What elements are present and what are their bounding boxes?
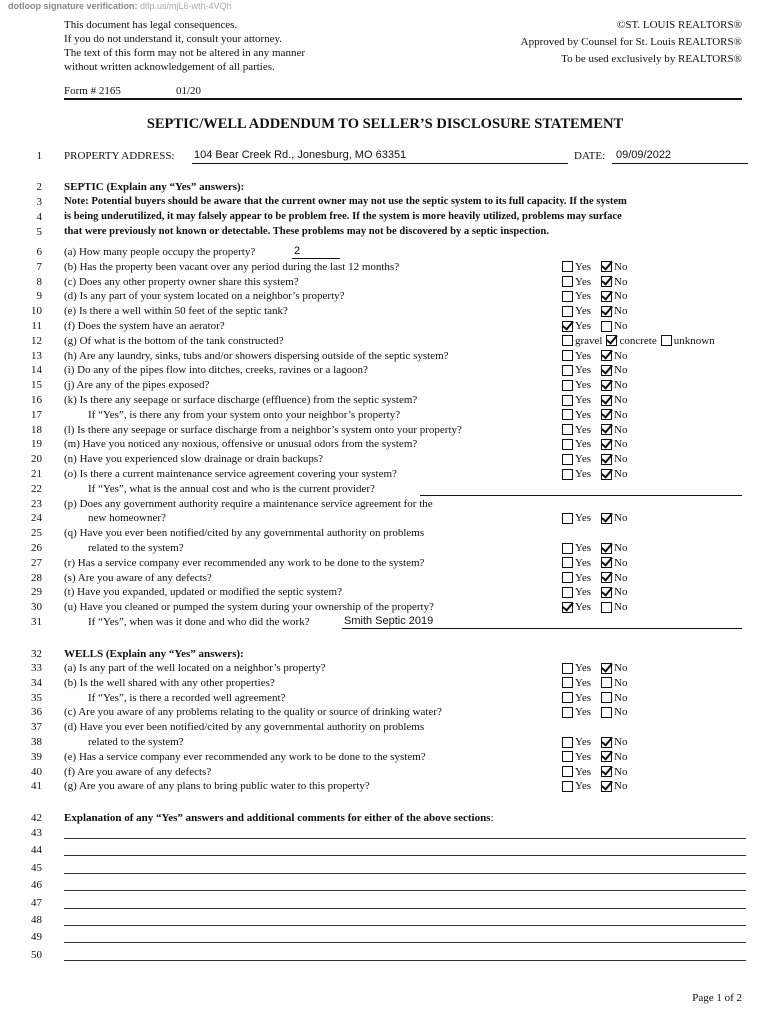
yes-checkbox[interactable]: [562, 409, 573, 420]
line-number: 36: [31, 706, 42, 719]
question-text: (c) Does any other property owner share this system?: [64, 275, 299, 288]
gravel-label: gravel: [575, 334, 603, 347]
no-label: No: [614, 780, 628, 793]
no-checkbox[interactable]: [601, 291, 612, 302]
line-number: 23: [31, 497, 42, 510]
line-number: 29: [31, 586, 42, 599]
line-number: 38: [31, 736, 42, 748]
explanation-input-line[interactable]: [64, 890, 746, 891]
yes-checkbox[interactable]: [562, 291, 573, 302]
yes-label: Yes: [575, 676, 592, 689]
yes-no-choice: [562, 467, 627, 481]
yes-label: Yes: [575, 453, 592, 466]
question-text: (b) Has the property been vacant over any period during the last 12 months?: [64, 260, 400, 273]
question-text: (m) Have you noticed any noxious, offensive or unusual odors from the system?: [64, 438, 418, 451]
yes-checkbox[interactable]: [562, 276, 573, 287]
no-checkbox[interactable]: [601, 365, 612, 376]
line-number: 45: [31, 861, 42, 874]
no-label: No: [614, 676, 628, 689]
question-text: (e) Is there a well within 50 feet of the septic tank?: [64, 305, 288, 318]
yes-no-choice: [562, 393, 627, 407]
yes-no-choice: [562, 750, 627, 764]
legal-notice-line: without written acknowledgement of all parties.: [64, 61, 275, 73]
no-label: No: [614, 379, 628, 392]
yes-checkbox[interactable]: [562, 306, 573, 317]
no-label: No: [614, 706, 628, 719]
verification-link[interactable]: dtlp.us/mjL6-wth-4VQh: [140, 1, 232, 11]
yes-label: Yes: [575, 571, 592, 584]
yes-label: Yes: [575, 556, 592, 569]
question-text: If “Yes”, what is the annual cost and who is the current provider?: [88, 482, 375, 495]
no-checkbox[interactable]: [601, 276, 612, 287]
no-label: No: [614, 408, 628, 421]
question-text: (i) Do any of the pipes flow into ditches, creeks, ravines or a lagoon?: [64, 364, 368, 377]
no-checkbox[interactable]: [601, 424, 612, 435]
yes-checkbox[interactable]: [562, 781, 573, 792]
question-text: (p) Does any government authority require a maintenance service agreement for the: [64, 497, 433, 510]
yes-label: Yes: [575, 349, 592, 362]
line-number: 48: [31, 914, 42, 926]
no-label: No: [614, 423, 628, 436]
line-number: 46: [31, 879, 42, 892]
answer-field[interactable]: [420, 481, 742, 496]
line-number: 30: [31, 601, 42, 614]
yes-no-choice: [562, 511, 627, 525]
occupants-value: 2: [294, 245, 301, 257]
no-label: No: [614, 290, 628, 303]
question-text: (r) Has a service company ever recommended any work to be done to the system?: [64, 556, 425, 569]
line-number: 40: [31, 765, 42, 778]
line-number: 32: [31, 648, 42, 660]
no-label: No: [614, 275, 628, 288]
yes-checkbox[interactable]: [562, 587, 573, 598]
yes-no-choice: [562, 556, 627, 570]
no-checkbox[interactable]: [601, 439, 612, 450]
no-label: No: [614, 305, 628, 318]
yes-checkbox[interactable]: [562, 454, 573, 465]
yes-no-choice: [562, 452, 627, 466]
question-text: related to the system?: [88, 542, 184, 554]
date-value: 09/09/2022: [616, 149, 672, 161]
yes-checkbox[interactable]: [562, 572, 573, 583]
gravel-checkbox[interactable]: [562, 335, 573, 346]
verification-label: dotloop signature verification:: [8, 1, 138, 11]
date-field[interactable]: [612, 148, 748, 164]
line-number: 47: [31, 896, 42, 909]
yes-checkbox[interactable]: [562, 513, 573, 524]
question-text: (k) Is there any seepage or surface discharge (effluence) from the septic system?: [64, 394, 418, 406]
yes-label: Yes: [575, 736, 592, 748]
unknown-label: unknown: [673, 334, 715, 347]
question-text: (c) Are you aware of any problems relating to the quality or source of drinking water?: [64, 706, 442, 719]
line-number: 9: [36, 290, 42, 303]
yes-checkbox[interactable]: [562, 321, 573, 332]
yes-no-choice: [562, 691, 627, 705]
wells-heading: WELLS (Explain any “Yes” answers):: [64, 648, 244, 660]
yes-label: Yes: [575, 586, 592, 599]
yes-no-choice: [562, 349, 627, 363]
line-number: 12: [31, 334, 42, 347]
no-checkbox[interactable]: [601, 380, 612, 391]
no-label: No: [614, 260, 628, 273]
yes-checkbox[interactable]: [562, 439, 573, 450]
yes-label: Yes: [575, 468, 592, 480]
yes-no-choice: [562, 735, 627, 749]
question-text: (d) Have you ever been notified/cited by any governmental authority on problems: [64, 721, 425, 734]
yes-label: Yes: [575, 408, 592, 421]
note-line: that were previously not known or detectable. These problems may not be discovered by a septic inspection.: [64, 226, 549, 237]
copyright-line: Approved by Counsel for St. Louis REALTORS®: [520, 36, 742, 48]
line-number: 20: [31, 453, 42, 466]
line-number: 19: [31, 438, 42, 451]
yes-checkbox[interactable]: [562, 543, 573, 554]
line-number: 8: [36, 275, 42, 288]
explanation-input-line[interactable]: [64, 908, 746, 909]
line-number: 43: [31, 827, 42, 839]
no-checkbox[interactable]: [601, 602, 612, 613]
yes-label: Yes: [575, 394, 592, 406]
signature-verification: [8, 1, 232, 11]
no-label: No: [614, 691, 628, 704]
yes-no-choice: [562, 571, 627, 585]
yes-label: Yes: [575, 691, 592, 704]
explanation-input-line[interactable]: [64, 838, 746, 839]
no-checkbox[interactable]: [601, 543, 612, 554]
line-number: 35: [31, 691, 42, 704]
form-date: 01/20: [176, 85, 202, 97]
yes-no-choice: [562, 676, 627, 690]
explanation-colon: :: [490, 812, 494, 824]
yes-checkbox[interactable]: [562, 751, 573, 762]
no-checkbox[interactable]: [601, 751, 612, 762]
answer-field[interactable]: [342, 614, 742, 629]
yes-label: Yes: [575, 290, 592, 303]
line-number: 24: [31, 512, 42, 525]
no-checkbox[interactable]: [601, 395, 612, 406]
line-number: 15: [31, 379, 42, 392]
yes-label: Yes: [575, 512, 592, 525]
line-number: 6: [36, 246, 42, 258]
tank-bottom-options: [562, 334, 719, 348]
question-text: (j) Are any of the pipes exposed?: [64, 379, 210, 392]
no-checkbox[interactable]: [601, 572, 612, 583]
no-checkbox[interactable]: [601, 557, 612, 568]
unknown-checkbox[interactable]: [661, 335, 672, 346]
no-checkbox[interactable]: [601, 454, 612, 465]
no-label: No: [614, 601, 628, 614]
no-checkbox[interactable]: [601, 409, 612, 420]
no-label: No: [614, 394, 628, 406]
yes-label: Yes: [575, 275, 592, 288]
no-label: No: [614, 320, 628, 332]
property-address-value: 104 Bear Creek Rd., Jonesburg, MO 63351: [194, 149, 407, 161]
question-text: (h) Are any laundry, sinks, tubs and/or showers dispersing outside of the septic system?: [64, 349, 449, 362]
yes-label: Yes: [575, 765, 592, 778]
yes-checkbox[interactable]: [562, 737, 573, 748]
yes-checkbox[interactable]: [562, 692, 573, 703]
yes-no-choice: [562, 304, 627, 318]
yes-no-choice: [562, 585, 627, 599]
yes-label: Yes: [575, 542, 592, 554]
explanation-input-line[interactable]: [64, 942, 746, 943]
yes-label: Yes: [575, 320, 592, 332]
question-text: (e) Has a service company ever recommended any work to be done to the system?: [64, 750, 426, 763]
question-text: (u) Have you cleaned or pumped the system during your ownership of the property?: [64, 601, 434, 614]
yes-checkbox[interactable]: [562, 663, 573, 674]
line-number: 28: [31, 571, 42, 584]
explanation-label: [64, 811, 494, 825]
question-text: If “Yes”, is there a recorded well agreement?: [88, 691, 286, 704]
line-number: 13: [31, 349, 42, 362]
line-number: 4: [36, 211, 42, 223]
legal-notice-line: If you do not understand it, consult your attorney.: [64, 33, 283, 45]
no-label: No: [614, 765, 628, 778]
copyright-line: To be used exclusively by REALTORS®: [561, 53, 742, 65]
yes-no-choice: [562, 275, 627, 289]
question-text: (o) Is there a current maintenance service agreement covering your system?: [64, 468, 397, 480]
yes-checkbox[interactable]: [562, 707, 573, 718]
yes-checkbox[interactable]: [562, 677, 573, 688]
question-text: (q) Have you ever been notified/cited by any governmental authority on problems: [64, 527, 425, 540]
no-checkbox[interactable]: [601, 692, 612, 703]
question-text: If “Yes”, is there any from your system onto your neighbor’s property?: [88, 408, 401, 421]
no-checkbox[interactable]: [601, 513, 612, 524]
question-text: (t) Have you expanded, updated or modified the septic system?: [64, 586, 342, 599]
line-number: 2: [36, 181, 42, 193]
yes-label: Yes: [575, 305, 592, 318]
line-number: 26: [31, 542, 42, 554]
no-checkbox[interactable]: [601, 469, 612, 480]
no-checkbox[interactable]: [601, 766, 612, 777]
explanation-label-text: Explanation of any “Yes” answers and additional comments for either of the above sections: [64, 812, 491, 824]
question-text: (a) Is any part of the well located on a neighbor’s property?: [64, 662, 326, 674]
form-number: Form # 2165: [64, 85, 121, 97]
question-text: new homeowner?: [88, 512, 166, 525]
yes-no-choice: [562, 378, 627, 392]
septic-heading: SEPTIC (Explain any “Yes” answers):: [64, 181, 245, 193]
yes-label: Yes: [575, 438, 592, 451]
line-number: 1: [36, 150, 42, 162]
line-number: 34: [31, 676, 42, 689]
line-number: 22: [31, 482, 42, 495]
question-text: (g) Of what is the bottom of the tank constructed?: [64, 334, 284, 347]
yes-checkbox[interactable]: [562, 557, 573, 568]
no-label: No: [614, 542, 628, 554]
line-number: 21: [31, 468, 42, 480]
no-label: No: [614, 453, 628, 466]
line-number: 5: [36, 226, 42, 238]
no-checkbox[interactable]: [601, 737, 612, 748]
yes-checkbox[interactable]: [562, 261, 573, 272]
question-text: (f) Are you aware of any defects?: [64, 765, 212, 778]
property-address-field[interactable]: [192, 148, 568, 164]
line-number: 14: [31, 364, 42, 377]
yes-label: Yes: [575, 379, 592, 392]
no-label: No: [614, 586, 628, 599]
yes-checkbox[interactable]: [562, 365, 573, 376]
no-checkbox[interactable]: [601, 663, 612, 674]
explanation-input-line[interactable]: [64, 960, 746, 961]
yes-label: Yes: [575, 662, 592, 674]
yes-label: Yes: [575, 750, 592, 763]
line-number: 11: [31, 320, 42, 332]
yes-no-choice: [562, 408, 627, 422]
yes-checkbox[interactable]: [562, 766, 573, 777]
explanation-input-line[interactable]: [64, 873, 746, 874]
explanation-input-line[interactable]: [64, 925, 746, 926]
question-text: related to the system?: [88, 736, 184, 748]
no-label: No: [614, 571, 628, 584]
yes-no-choice: [562, 705, 627, 719]
line-number: 41: [31, 780, 42, 793]
question-text: (d) Is any part of your system located on a neighbor’s property?: [64, 290, 345, 303]
question-text: (f) Does the system have an aerator?: [64, 320, 225, 332]
line-number: 37: [31, 721, 42, 734]
legal-notice-line: The text of this form may not be altered in any manner: [64, 47, 306, 59]
question-text: (l) Is there any seepage or surface discharge from a neighbor’s system onto your property?: [64, 423, 462, 436]
question-text: (g) Are you aware of any plans to bring public water to this property?: [64, 780, 370, 793]
date-label: DATE:: [574, 150, 606, 162]
note-line: Note: Potential buyers should be aware that the current owner may not use the septic system to its full capacity. If the system: [64, 196, 627, 207]
no-checkbox[interactable]: [601, 587, 612, 598]
question-text: (b) Is the well shared with any other properties?: [64, 676, 275, 689]
yes-label: Yes: [575, 364, 592, 377]
yes-checkbox[interactable]: [562, 424, 573, 435]
yes-no-choice: [562, 541, 627, 555]
line-number: 3: [36, 196, 42, 208]
line-number: 18: [31, 423, 42, 436]
no-label: No: [614, 349, 628, 362]
no-checkbox[interactable]: [601, 677, 612, 688]
question-text: If “Yes”, when was it done and who did the work?: [88, 616, 310, 628]
no-label: No: [614, 512, 628, 525]
no-checkbox[interactable]: [601, 707, 612, 718]
yes-checkbox[interactable]: [562, 350, 573, 361]
no-label: No: [614, 736, 628, 748]
yes-label: Yes: [575, 601, 592, 614]
yes-checkbox[interactable]: [562, 469, 573, 480]
explanation-input-line[interactable]: [64, 855, 746, 856]
no-label: No: [614, 438, 628, 451]
line-number: 50: [31, 948, 42, 961]
yes-no-choice: [562, 423, 627, 437]
no-checkbox[interactable]: [601, 261, 612, 272]
no-checkbox[interactable]: [601, 350, 612, 361]
yes-no-choice: [562, 363, 627, 377]
answer-value: Smith Septic 2019: [344, 615, 434, 627]
line-number: 39: [31, 750, 42, 763]
concrete-label: concrete: [619, 334, 657, 347]
question-text: (n) Have you experienced slow drainage or drain backups?: [64, 453, 324, 466]
yes-checkbox[interactable]: [562, 395, 573, 406]
no-label: No: [614, 468, 628, 480]
yes-no-choice: [562, 661, 627, 675]
line-number: 27: [31, 556, 42, 569]
yes-no-choice: [562, 289, 627, 303]
no-label: No: [614, 662, 628, 674]
no-checkbox[interactable]: [601, 306, 612, 317]
no-label: No: [614, 750, 628, 763]
line-number: 33: [31, 662, 42, 674]
yes-label: Yes: [575, 780, 592, 793]
no-label: No: [614, 556, 628, 569]
line-number: 42: [31, 812, 42, 824]
question-text: (s) Are you aware of any defects?: [64, 571, 212, 584]
line-number: 10: [31, 305, 42, 318]
legal-notice-line: This document has legal consequences.: [64, 19, 238, 31]
concrete-checkbox[interactable]: [606, 335, 617, 346]
no-label: No: [614, 364, 628, 377]
yes-checkbox[interactable]: [562, 380, 573, 391]
line-number: 16: [31, 394, 42, 406]
line-number: 44: [31, 844, 42, 857]
yes-no-choice: [562, 319, 627, 333]
yes-no-choice: [562, 600, 627, 614]
line-number: 7: [36, 260, 42, 273]
no-checkbox[interactable]: [601, 781, 612, 792]
yes-no-choice: [562, 765, 627, 779]
page-title: SEPTIC/WELL ADDENDUM TO SELLER’S DISCLOSURE STATEMENT: [146, 116, 624, 132]
yes-no-choice: [562, 779, 627, 793]
yes-no-choice: [562, 437, 627, 451]
line-number: 49: [31, 931, 42, 944]
note-line: is being underutilized, it may falsely appear to be problem free. If the system is more heavily utilized, problems may surface: [64, 211, 622, 222]
yes-no-choice: [562, 260, 627, 274]
header-rule: [64, 98, 742, 100]
yes-label: Yes: [575, 706, 592, 719]
line-number: 17: [31, 408, 42, 421]
property-address-label: PROPERTY ADDRESS:: [64, 150, 175, 162]
yes-label: Yes: [575, 423, 592, 436]
page-number: Page 1 of 2: [692, 992, 742, 1004]
yes-checkbox[interactable]: [562, 602, 573, 613]
no-checkbox[interactable]: [601, 321, 612, 332]
line-number: 31: [31, 616, 42, 628]
question-text: (a) How many people occupy the property?: [64, 246, 256, 258]
line-number: 25: [31, 527, 42, 540]
occupants-field[interactable]: [292, 244, 340, 259]
copyright-line: ©ST. LOUIS REALTORS®: [616, 19, 742, 31]
yes-label: Yes: [575, 260, 592, 273]
